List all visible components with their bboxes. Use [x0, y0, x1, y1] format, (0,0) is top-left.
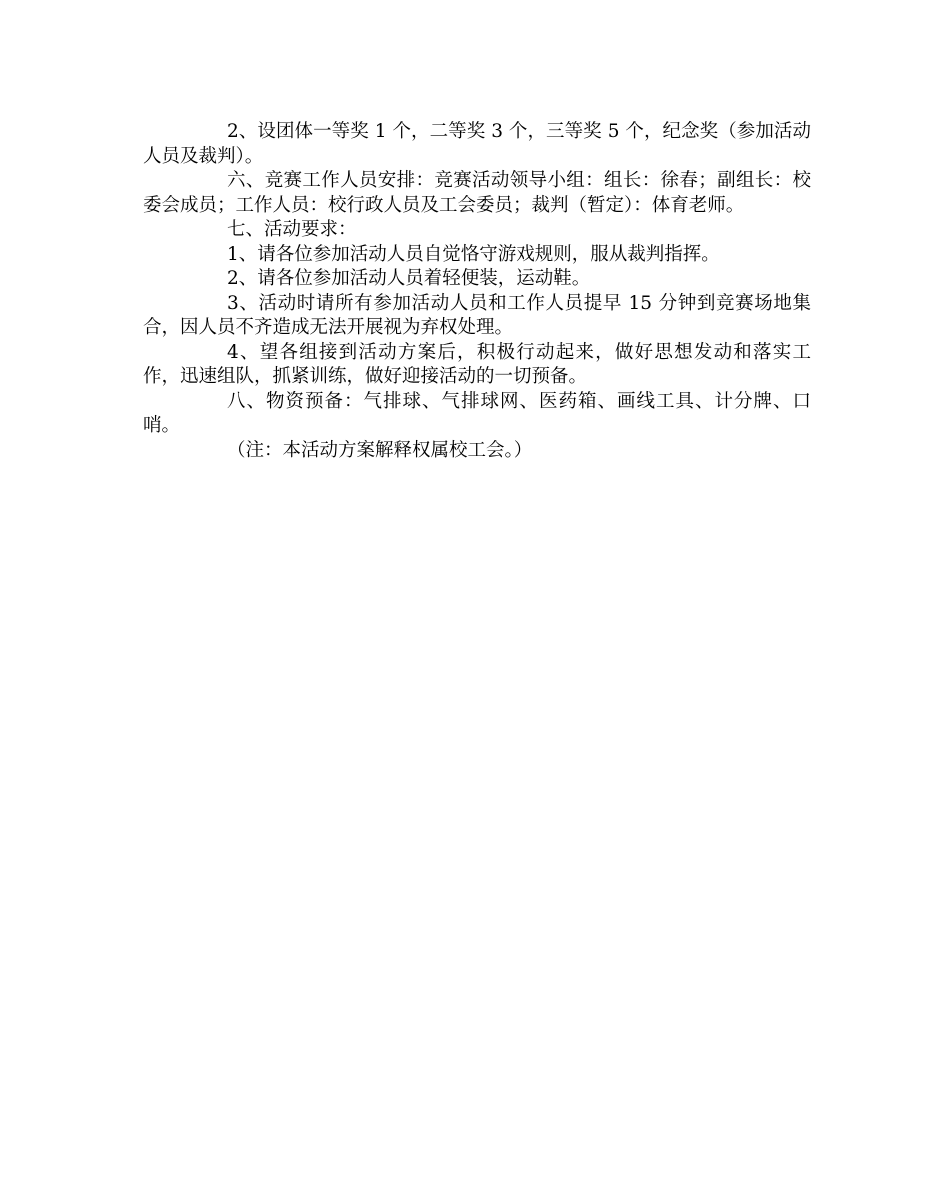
paragraph-requirement-1: 1、请各位参加活动人员自觉恪守游戏规则，服从裁判指挥。 [227, 243, 720, 265]
paragraph-supplies: 八、物资预备：气排球、气排球网、医药箱、画线工具、计分牌、口哨。 [143, 390, 811, 436]
document-body [143, 120, 811, 463]
paragraph-award: 2、设团体一等奖 1 个，二等奖 3 个，三等奖 5 个，纪念奖（参加活动人员及裁判）。 [143, 121, 811, 167]
paragraph-requirement-3: 3、活动时请所有参加活动人员和工作人员提早 15 分钟到竞赛场地集合，因人员不齐造成无法开展视为弃权处理。 [143, 292, 811, 338]
paragraph-requirements-heading: 七、活动要求： [227, 219, 357, 240]
paragraph-requirement-2: 2、请各位参加活动人员着轻便装，运动鞋。 [227, 268, 591, 289]
paragraph-requirement-4: 4、望各组接到活动方案后，积极行动起来，做好思想发动和落实工作，迅速组队，抓紧训练，做好迎接活动的一切预备。 [143, 341, 811, 387]
paragraph-staff: 六、竞赛工作人员安排：竞赛活动领导小组：组长：徐春；副组长：校委会成员；工作人员：校行政人员及工会委员；裁判（暂定）：体育老师。 [143, 170, 811, 216]
paragraph-note: （注：本活动方案解释权属校工会。） [227, 439, 533, 461]
